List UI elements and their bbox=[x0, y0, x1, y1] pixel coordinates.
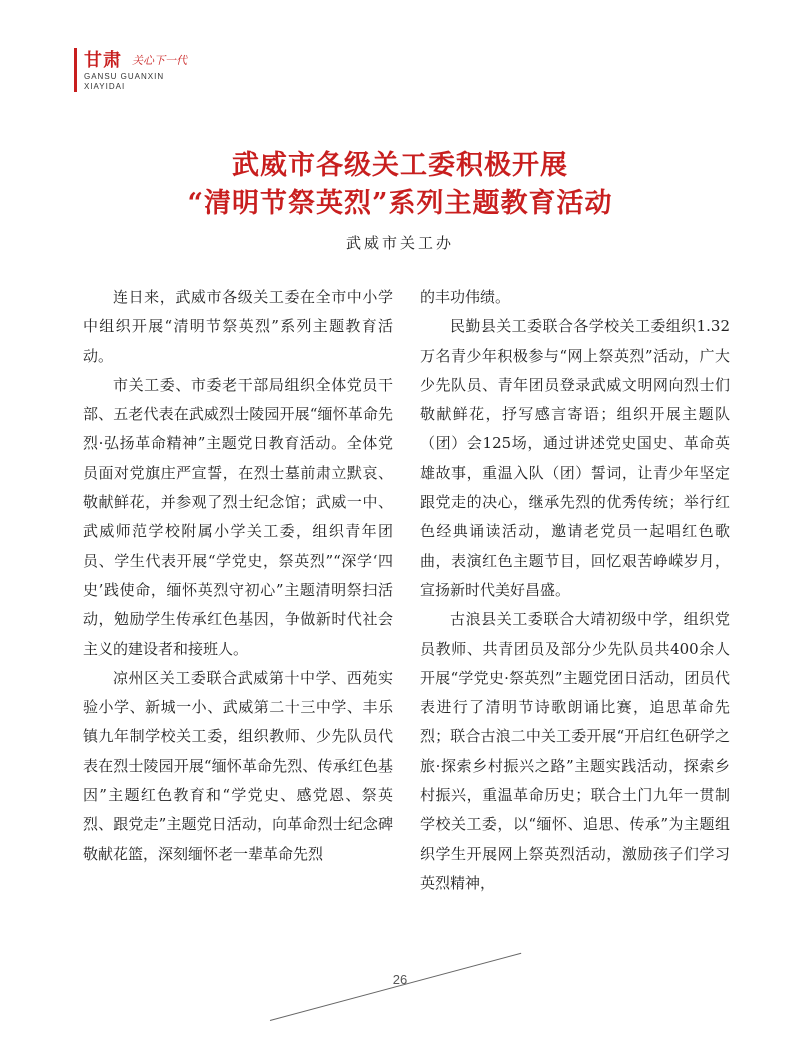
masthead-english-line2: XIAYIDAI bbox=[84, 82, 126, 91]
article-title-line1: 武威市各级关工委积极开展 bbox=[232, 150, 568, 181]
article-title-line2: “清明节祭英烈”系列主题教育活动 bbox=[187, 188, 613, 219]
masthead-english-line1: GANSU GUANXIN bbox=[84, 72, 165, 81]
right-column bbox=[420, 283, 730, 898]
paragraph: 古浪县关工委联合大靖初级中学，组织党员教师、共青团员及部分少先队员共400余人开展“学党史·祭英烈”主题党团日活动，团员代表进行了清明节诗歌朗诵比赛，追思革命先烈；联合古浪二中关工委开展“开启红色研学之旅·探索乡村振兴之路”主题实践活动，探索乡村振兴，重温革命历史；联合土门九年一贯制学校关工委，以“缅怀、追思、传承”为主题组织学生开展网上祭英烈活动，激励孩子们学习英烈精神， bbox=[420, 610, 730, 892]
paragraph: 凉州区关工委联合武威第十中学、西苑实验小学、新城一小、武威第二十三中学、丰乐镇九年制学校关工委，组织教师、少先队员代表在烈士陵园开展“缅怀革命先烈、传承红色基因”主题红色教育和“学党史、感党恩、祭英烈、跟党走”主题党日活动，向革命烈士纪念碑敬献花篮，深刻缅怀老一辈革命先烈 bbox=[83, 668, 393, 863]
masthead-brand: 甘肃 bbox=[84, 50, 122, 71]
paragraph: 民勤县关工委联合各学校关工委组织1.32万名青少年积极参与“网上祭英烈”活动，广大少先队员、青年团员登录武威文明网向烈士们敬献鲜花，抒写感言寄语；组织开展主题队（团）会125场，通过讲述党史国史、革命英雄故事，重温入队（团）誓词，让青少年坚定跟党走的决心，继承先烈的优秀传统；举行红色经典诵读活动，邀请老党员一起唱红色歌曲，表演红色主题节目，回忆艰苦峥嵘岁月，宣扬新时代美好昌盛。 bbox=[420, 317, 730, 599]
masthead-logo bbox=[70, 40, 270, 100]
paragraph: 连日来，武威市各级关工委在全市中小学中组织开展“清明节祭英烈”系列主题教育活动。 bbox=[83, 288, 393, 365]
masthead-slogan: 关心下一代 bbox=[132, 54, 187, 67]
left-column bbox=[83, 283, 393, 869]
page-number: 26 bbox=[392, 972, 408, 987]
paragraph: 市关工委、市委老干部局组织全体党员干部、五老代表在武威烈士陵园开展“缅怀革命先烈·弘扬革命精神”主题党日教育活动。全体党员面对党旗庄严宣誓，在烈士墓前肃立默哀、敬献鲜花，并参观了烈士纪念馆；武威一中、武威师范学校附属小学关工委，组织青年团员、学生代表开展“学党史，祭英烈”“深学‘四史’践使命，缅怀英烈守初心”主题清明祭扫活动，勉励学生传承红色基因，争做新时代社会主义的建设者和接班人。 bbox=[83, 375, 393, 658]
masthead-bar bbox=[74, 48, 77, 92]
paragraph-continuation: 的丰功伟绩。 bbox=[420, 288, 511, 306]
article-author: 武威市关工办 bbox=[345, 234, 454, 252]
